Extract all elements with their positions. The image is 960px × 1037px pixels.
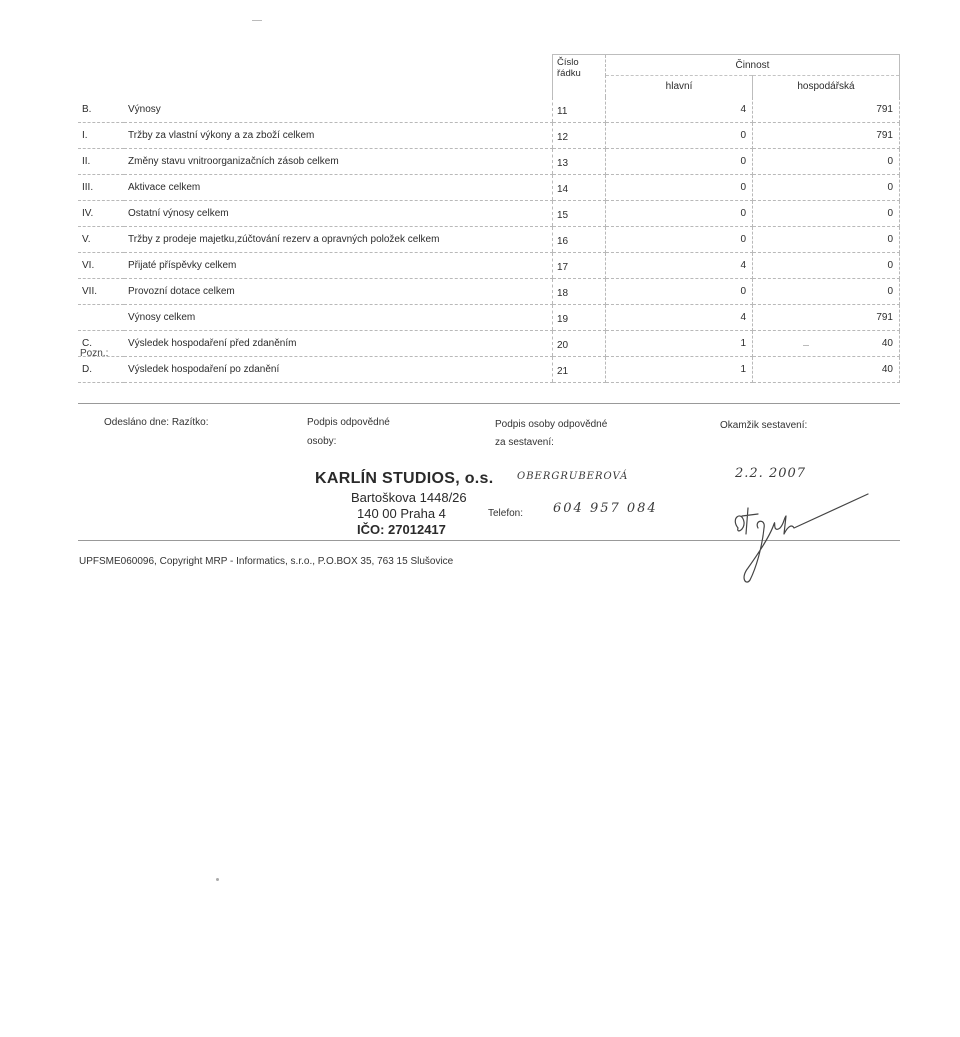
- signature-responsible-label: Podpis odpovědné: [307, 417, 390, 428]
- scan-dot: [216, 878, 219, 881]
- row-code: C.: [78, 330, 124, 356]
- row-number: 15: [553, 200, 606, 226]
- row-code: B.: [78, 97, 124, 123]
- table-row: [78, 356, 900, 382]
- row-value-hospodarska: 0: [753, 226, 900, 252]
- row-value-hospodarska: 0: [753, 252, 900, 278]
- row-label: Výnosy: [124, 97, 553, 123]
- scan-mark: [252, 20, 262, 21]
- table-header-row: [78, 55, 900, 76]
- header-hospodarska: hospodářská: [753, 76, 900, 97]
- row-value-hlavni: 1: [606, 356, 753, 382]
- row-label: Výsledek hospodaření před zdaněním: [124, 330, 553, 356]
- row-code: IV.: [78, 200, 124, 226]
- row-value-hlavni: 0: [606, 226, 753, 252]
- row-number: 11: [553, 97, 606, 123]
- row-value-hospodarska: 40: [753, 330, 900, 356]
- row-code: VII.: [78, 278, 124, 304]
- row-number: 21: [553, 356, 606, 382]
- sent-date-label: Odesláno dne: Razítko:: [104, 417, 209, 428]
- row-number: 12: [553, 122, 606, 148]
- row-code: V.: [78, 226, 124, 252]
- company-stamp-name: KARLÍN STUDIOS, o.s.: [315, 470, 494, 487]
- table-row: [78, 252, 900, 278]
- signature-responsible-label-2: osoby:: [307, 436, 337, 447]
- row-value-hospodarska: 0: [753, 278, 900, 304]
- table-row: [78, 148, 900, 174]
- row-number: 13: [553, 148, 606, 174]
- table-row: [78, 200, 900, 226]
- row-value-hlavni: 1: [606, 330, 753, 356]
- row-value-hospodarska: 0: [753, 200, 900, 226]
- row-label: Aktivace celkem: [124, 174, 553, 200]
- row-code: [78, 304, 124, 330]
- row-value-hospodarska: 791: [753, 122, 900, 148]
- row-value-hospodarska: 791: [753, 304, 900, 330]
- table-row: [78, 122, 900, 148]
- header-cinnost: Činnost: [606, 55, 900, 76]
- row-value-hospodarska: 40: [753, 356, 900, 382]
- signature-compiler-label: Podpis osoby odpovědné: [495, 419, 608, 430]
- row-value-hlavni: 0: [606, 278, 753, 304]
- row-code: VI.: [78, 252, 124, 278]
- handwritten-phone: 604 957 084: [553, 501, 658, 516]
- row-label: Tržby z prodeje majetku,zúčtování rezerv a opravných položek celkem: [124, 226, 553, 252]
- row-value-hlavni: 4: [606, 97, 753, 123]
- compiled-time-label: Okamžik sestavení:: [720, 420, 808, 431]
- company-city: 140 00 Praha 4: [357, 506, 446, 521]
- row-label: Výsledek hospodaření po zdanění: [124, 356, 553, 382]
- row-label: Přijaté příspěvky celkem: [124, 252, 553, 278]
- company-ico: IČO: 27012417: [357, 522, 446, 537]
- header-hlavni: hlavní: [606, 76, 753, 97]
- row-value-hlavni: 0: [606, 200, 753, 226]
- company-street: Bartoškova 1448/26: [351, 490, 467, 505]
- row-number: 14: [553, 174, 606, 200]
- row-value-hospodarska: 791: [753, 97, 900, 123]
- row-code: II.: [78, 148, 124, 174]
- row-label: Tržby za vlastní výkony a za zboží celkem: [124, 122, 553, 148]
- row-number: 19: [553, 304, 606, 330]
- header-cislo-radku: Číslo řádku: [553, 55, 606, 97]
- row-number: 17: [553, 252, 606, 278]
- handwritten-name: OBERGRUBEROVÁ: [517, 471, 629, 482]
- table-row: [78, 174, 900, 200]
- row-value-hlavni: 0: [606, 148, 753, 174]
- table-row: [78, 330, 900, 356]
- row-code: I.: [78, 122, 124, 148]
- signature-compiler-label-2: za sestavení:: [495, 437, 554, 448]
- table-row: [78, 226, 900, 252]
- table-row: [78, 97, 900, 123]
- note-label: Pozn.:: [80, 348, 109, 359]
- row-number: 16: [553, 226, 606, 252]
- row-label: Ostatní výnosy celkem: [124, 200, 553, 226]
- row-value-hlavni: 0: [606, 174, 753, 200]
- table-row: [78, 304, 900, 330]
- row-number: 20: [553, 330, 606, 356]
- handwritten-signature: [728, 488, 878, 588]
- handwritten-date: 2.2. 2007: [735, 466, 807, 481]
- row-number: 18: [553, 278, 606, 304]
- row-value-hospodarska: 0: [753, 148, 900, 174]
- telefon-label: Telefon:: [488, 508, 524, 519]
- row-label: Provozní dotace celkem: [124, 278, 553, 304]
- revenue-table: [78, 54, 900, 383]
- row-code: D.: [78, 356, 124, 382]
- row-value-hlavni: 4: [606, 304, 753, 330]
- row-value-hlavni: 0: [606, 122, 753, 148]
- row-label: Výnosy celkem: [124, 304, 553, 330]
- row-value-hlavni: 4: [606, 252, 753, 278]
- table-subheader-row: [78, 76, 900, 97]
- row-label: Změny stavu vnitroorganizačních zásob celkem: [124, 148, 553, 174]
- copyright-line: UPFSME060096, Copyright MRP - Informatics, s.r.o., P.O.BOX 35, 763 15 Slušovice: [79, 556, 454, 567]
- table-row: [78, 278, 900, 304]
- row-value-hospodarska: 0: [753, 174, 900, 200]
- row-code: III.: [78, 174, 124, 200]
